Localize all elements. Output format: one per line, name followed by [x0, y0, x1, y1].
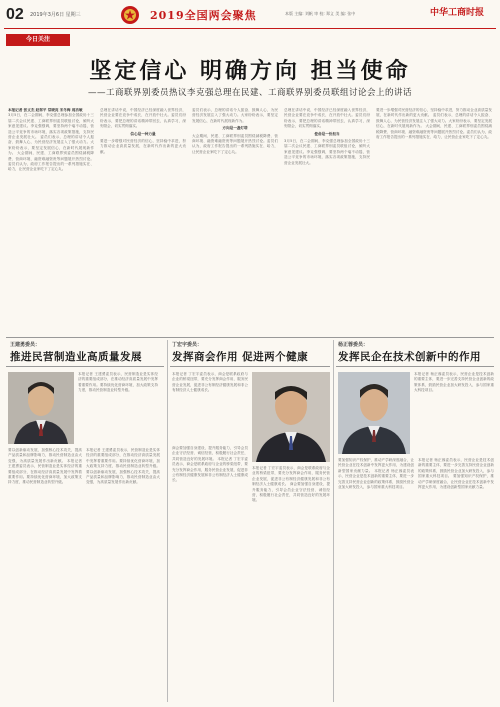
- emblem-icon: [120, 5, 140, 25]
- story-column: [338, 458, 414, 700]
- paragraph: 商会要加强自身建设，提升服务能力，引导会员企业守法经营、诚信经营，积极履行社会责任，共同营造良好的发展环境。: [172, 446, 248, 461]
- story-rule: [170, 366, 330, 367]
- story-kicker: 杨正蓉委员：: [338, 342, 369, 348]
- story-rule: [336, 366, 494, 367]
- paper-name: 中华工商时报: [430, 8, 485, 18]
- story-column: [78, 372, 158, 444]
- article-column-2: [100, 108, 186, 334]
- paragraph: 大会期间，民建、工商联界别委员围绕减税降费、营商环境、融资难融资贵等问题展开热烈讨论。委员们认为，政府工作报告提出的一系列措施实在、给力，让民营企业家吃下了定心丸。: [8, 151, 94, 172]
- story-kicker: 丁宏宇委员：: [172, 342, 203, 348]
- article-column-3: [192, 108, 278, 334]
- paragraph: 3月5日，在二会期间，李克强总理参加全国政协十三届二次会议民建、工商联界别委员联组讨论，倾听大家意见建议。李克强强调，要坚持两个毫不动摇，营造公平竞争的市场环境，落实各项政策措施，支持民营企业发展壮大。: [8, 113, 94, 140]
- paragraph: 总理在讲话中说，中国经济已经深度融入世界经济，民营企业要在竞争中成长，在开放中壮大。委员们纷纷表示，要把总理的讲话精神带回去，认真学习，深刻领会，切实贯彻落实。: [284, 108, 370, 129]
- paragraph: 3月5日，在二会期间，李克强总理参加全国政协十三届二次会议民建、工商联界别委员联组讨论，倾听大家意见建议。李克强强调，要坚持两个毫不动摇，营造公平竞争的市场环境，落实各项政策措施，支持民营企业发展壮大。: [284, 139, 370, 165]
- article-column-4: [284, 108, 370, 334]
- editor-line: 本版 主编: 刘帆 审 校: 郑义 美 编: 张中: [285, 11, 356, 16]
- paragraph: 商会要加强自身建设，提升服务能力，引导会员企业守法经营、诚信经营，积极履行社会责任，共同营造良好的发展环境。: [252, 482, 330, 503]
- story-column: [172, 372, 248, 442]
- section-tag: 今日关注: [6, 34, 70, 46]
- portrait-photo: [252, 372, 330, 462]
- issue-date: 2019年3月6日 星期三: [30, 12, 81, 18]
- section-subhead: 使命是一份担当: [314, 131, 340, 136]
- section-subhead: 信心是一种力量: [130, 131, 156, 136]
- story-column: [172, 446, 248, 700]
- paragraph: 本报记者 丁宏宇委员表示，商会是联系政府与企业的桥梁纽带，要充分发挥商会作用，服务民营企业发展，促进非公有制经济健康发展和非公有制经济人士健康成长。: [252, 466, 330, 487]
- story-column: [8, 448, 82, 700]
- paragraph: 大会期间，民建、工商联界别委员围绕减税降费、营商环境、融资难融资贵等问题展开热烈讨论。委员们认为，政府工作报告提出的一系列措施实在、给力，让民营企业家吃下了定心丸。: [376, 124, 492, 140]
- banner-title: 2019全国两会聚焦: [150, 9, 257, 22]
- paragraph: 要以创新驱动发展，加强核心技术攻关，提高产品质量和品牌影响力，推动民营制造业由大变强，为高质量发展作出新贡献。: [8, 448, 82, 463]
- article-column-5: [376, 108, 492, 334]
- story-title: 发挥民企在技术创新中的作用: [338, 351, 481, 363]
- sub-headline: ——工商联界别委员热议李克强总理在民建、工商联界别委员联组讨论会上的讲话: [87, 88, 412, 98]
- column-divider: [333, 340, 334, 702]
- story-title: 发挥商会作用 促进两个健康: [172, 351, 309, 363]
- portrait-photo: [8, 372, 74, 444]
- story-column: [414, 372, 494, 454]
- paragraph: 本报记者 丁宏宇委员表示，商会是联系政府与企业的桥梁纽带，要充分发挥商会作用，服务民营企业发展，促进非公有制经济健康发展和非公有制经济人士健康成长。: [172, 456, 248, 483]
- paragraph: 本报记者 杨正蓉委员表示，民营企业是技术创新的重要主体，要进一步完善支持民营企业创新的政策体系，鼓励民营企业加大研发投入，参与国家重大科技项目。: [418, 458, 494, 479]
- paragraph: 本报记者 王建勇委员表示，民营制造业是实体经济的重要组成部分，在推动经济高质量发展中发挥着重要作用。要持续优化营商环境，加大政策支持力度，推动民营制造业转型升级。: [78, 372, 158, 393]
- paragraph: 委员们表示，总理的讲话令人振奋、鼓舞人心，为民营经济发展注入了强大动力。大家纷纷表示，要坚定发展信心，在新时代展现新作为。: [8, 135, 94, 156]
- paragraph: 本报记者 杨正蓉委员表示，民营企业是技术创新的重要主体，要进一步完善支持民营企业创新的政策体系，鼓励民营企业加大研发投入，参与国家重大科技项目。: [414, 372, 494, 393]
- story-rule: [6, 366, 164, 367]
- story-column: [252, 466, 330, 700]
- story-column: [418, 458, 494, 700]
- paragraph: 要加强知识产权保护，推动产学研深度融合，让民营企业在技术创新中发挥更大作用，为建设创新型国家贡献力量。: [338, 458, 414, 473]
- paragraph: 本报记者 王建勇委员表示，民营制造业是实体经济的重要组成部分，在推动经济高质量发展中发挥着重要作用。要持续优化营商环境，加大政策支持力度，推动民营制造业转型升级。: [86, 448, 160, 469]
- header-rule: [4, 28, 496, 29]
- page-number: 02: [6, 6, 24, 23]
- story-title: 推进民营制造业高质量发展: [10, 351, 142, 363]
- page-header: [0, 0, 500, 30]
- paragraph: 要以创新驱动发展，加强核心技术攻关，提高产品质量和品牌影响力，推动民营制造业由大变强，为高质量发展作出新贡献。: [86, 469, 160, 485]
- article-column-1: [8, 108, 94, 334]
- paragraph: 要进一步增强对民营经济的信心，坚持稳中求进，努力推动企业高质量发展，在新时代作出新的更大贡献。: [100, 139, 186, 154]
- paragraph: 委员们表示，总理的讲话令人振奋、鼓舞人心，为民营经济发展注入了强大动力。大家纷纷表示，要坚定发展信心，在新时代展现新作为。: [192, 108, 278, 123]
- portrait-photo: [338, 372, 410, 454]
- story-column: [86, 448, 160, 700]
- main-headline: 坚定信心 明确方向 担当使命: [89, 58, 411, 84]
- paragraph: 要加强知识产权保护，推动产学研深度融合，让民营企业在技术创新中发挥更大作用，为建设创新型国家贡献力量。: [418, 474, 494, 490]
- story-kicker: 王建勇委员：: [10, 342, 41, 348]
- paragraph: 本报记者 杨正蓉委员表示，民营企业是技术创新的重要主体，要进一步完善支持民营企业创新的政策体系，鼓励民营企业加大研发投入，参与国家重大科技项目。: [338, 468, 414, 490]
- byline: 本报记者 张文杰 赵翠平 常晓亮 宋冬梅 周洁敏: [8, 108, 83, 112]
- column-divider: [167, 340, 168, 702]
- paragraph: 本报记者 丁宏宇委员表示，商会是联系政府与企业的桥梁纽带，要充分发挥商会作用，服务民营企业发展，促进非公有制经济健康发展和非公有制经济人士健康成长。: [172, 372, 248, 393]
- paragraph: 要进一步增强对民营经济的信心，坚持稳中求进，努力推动企业高质量发展，在新时代作出新的更大贡献。: [376, 108, 492, 118]
- paragraph: 本报记者 王建勇委员表示，民营制造业是实体经济的重要组成部分，在推动经济高质量发展中发挥着重要作用。要持续优化营商环境，加大政策支持力度，推动民营制造业转型升级。: [8, 458, 82, 485]
- paragraph: 大会期间，民建、工商联界别委员围绕减税降费、营商环境、融资难融资贵等问题展开热烈讨论。委员们认为，政府工作报告提出的一系列措施实在、给力，让民营企业家吃下了定心丸。: [192, 133, 278, 154]
- paragraph: 总理在讲话中说，中国经济已经深度融入世界经济，民营企业要在竞争中成长，在开放中壮大。委员们纷纷表示，要把总理的讲话精神带回去，认真学习，深刻领会，切实贯彻落实。: [100, 108, 186, 129]
- section-divider: [6, 337, 494, 338]
- paragraph: 委员们表示，总理的讲话令人振奋、鼓舞人心，为民营经济发展注入了强大动力。大家纷纷表示，要坚定发展信心，在新时代展现新作为。: [376, 113, 492, 129]
- section-subhead: 方向是一盏灯塔: [222, 126, 248, 131]
